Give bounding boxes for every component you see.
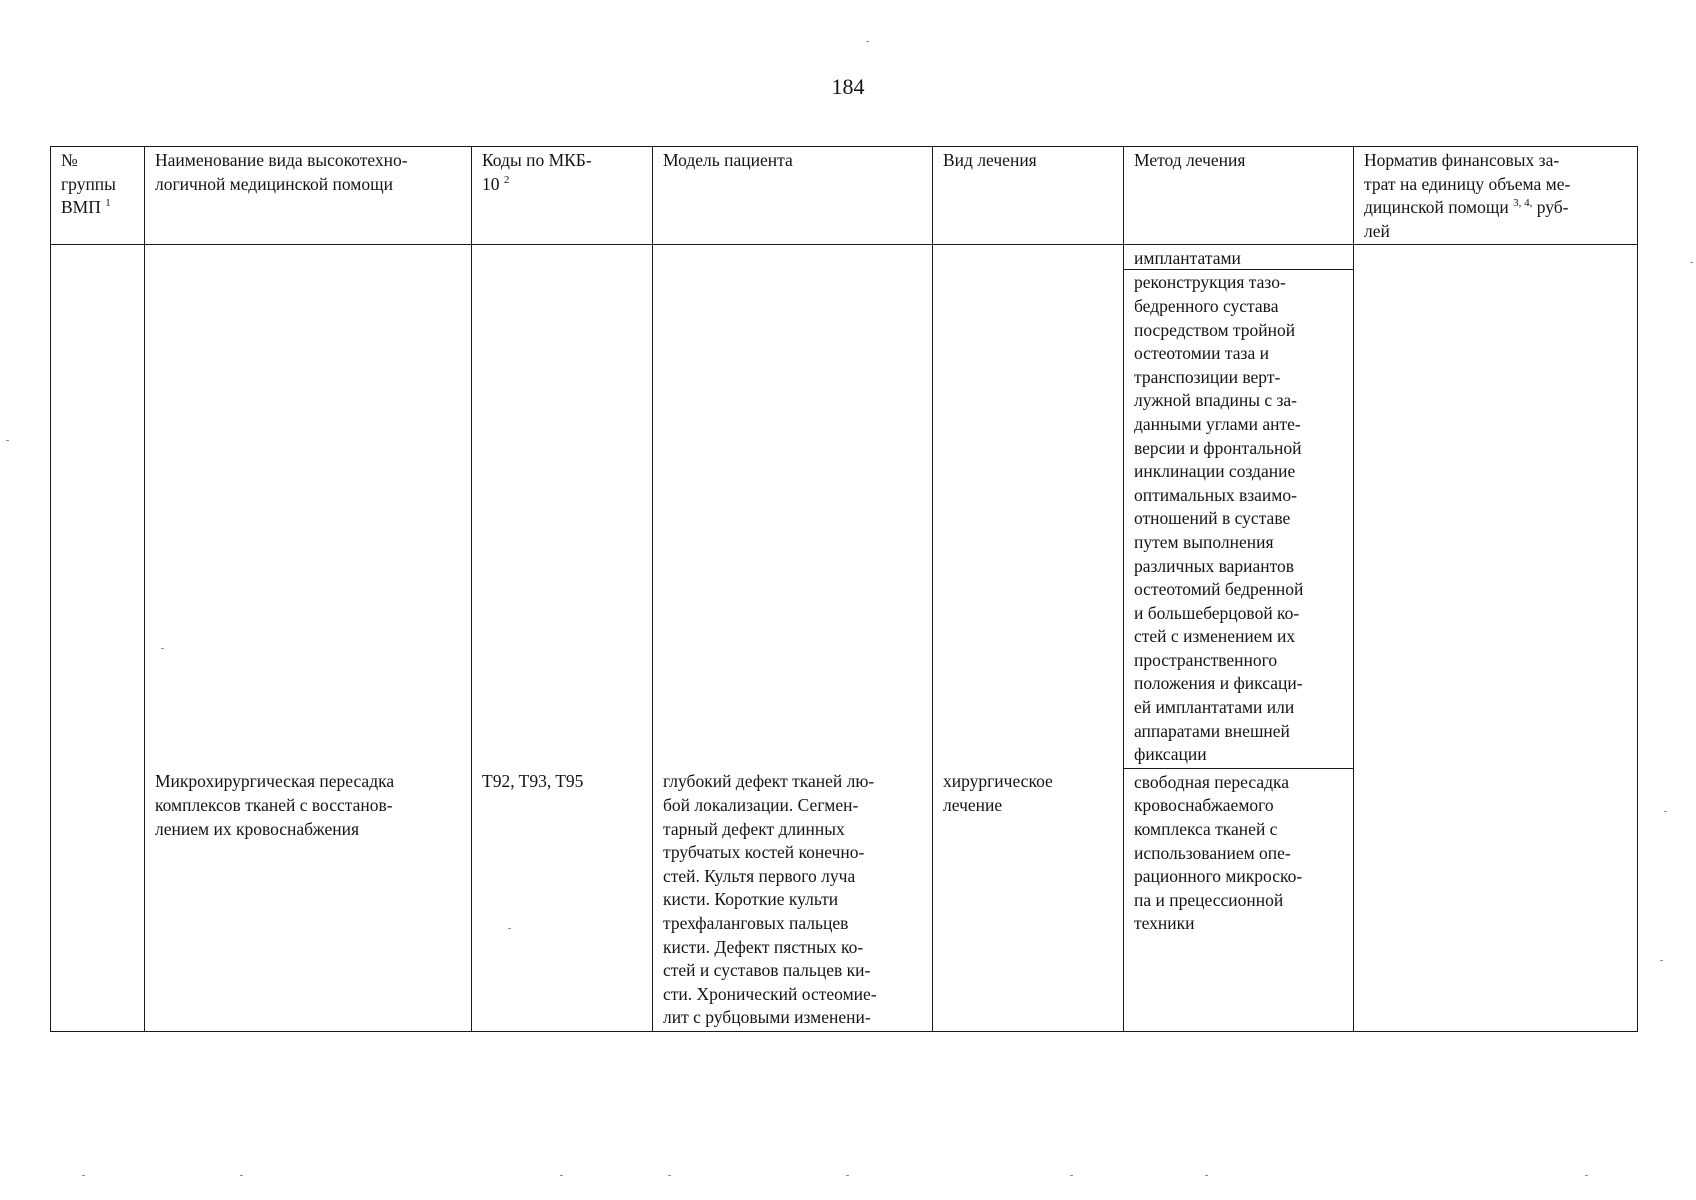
- header-treatment-type: Вид лечения: [933, 147, 1124, 245]
- scan-speck: [161, 648, 164, 649]
- cell-treatment-method: [1124, 245, 1354, 768]
- cell-care-type: [145, 245, 472, 768]
- header-cost-norm: Норматив финансовых за- трат на единицу объема ме- дицинской помощи $^{3, 4,}$ руб- лей: [1354, 147, 1638, 245]
- method-text: реконструкция тазо- бедренного сустава посредством тройной остеотомии таза и транспозиции верт- лужной впадины с за- данными углами анте- версии и фронтальной инклинации создание оптимальных взаимо- отношений в суставе путем выполнения различных вариантов остеотомий бедренной и большеберцовой ко- стей с изменением их пространственного положения и фиксаци- ей имплантатами или аппаратами внешней фиксации: [1134, 272, 1304, 765]
- header-icd-codes: Коды по МКБ- 10 $^2$: [472, 147, 653, 245]
- cell-cost-norm: [1354, 245, 1638, 1032]
- scan-speck: [1690, 262, 1693, 263]
- scan-speck: [82, 1175, 85, 1176]
- scan-speck: [1070, 1175, 1073, 1176]
- scan-speck: [668, 1175, 671, 1176]
- scan-speck: [1205, 1175, 1208, 1176]
- cell-treatment-type: [933, 245, 1124, 768]
- cell-treatment-type: хирургическое лечение: [933, 768, 1124, 1031]
- scan-speck: [866, 41, 869, 42]
- cell-care-type: Микрохирургическая пересадка комплексов тканей с восстанов- лением их кровоснабжения: [145, 768, 472, 1031]
- header-group-no: № группы ВМП $^1$: [51, 147, 145, 245]
- method-fragment: имплантатами: [1124, 245, 1353, 270]
- cell-patient-model: глубокий дефект тканей лю- бой локализации. Сегмен- тарный дефект длинных трубчатых костей конечно- стей. Культя первого луча кисти. Короткие культи трехфаланговых пальцев кисти. Дефект пястных ко- стей и суставов пальцев ки- сти. Хронический остеомие- лит с рубцовыми изменени-: [653, 768, 933, 1031]
- page-number: 184: [831, 74, 865, 99]
- cell-patient-model: [653, 245, 933, 768]
- header-treatment-method: Метод лечения: [1124, 147, 1354, 245]
- scan-speck: [1664, 811, 1667, 812]
- scan-speck: [1585, 1175, 1588, 1176]
- scan-speck: [508, 928, 511, 929]
- scan-speck: [240, 1175, 243, 1176]
- cell-group-no: [51, 245, 145, 1032]
- vmp-table: [50, 146, 1638, 1032]
- cell-treatment-method: свободная пересадка кровоснабжаемого комплекса тканей с использованием опе- рационного микроско- па и прецессионной техники: [1124, 768, 1354, 1031]
- cell-icd-codes: T92, T93, T95: [472, 768, 653, 1031]
- header-row: [51, 147, 1638, 245]
- header-patient-model: Модель пациента: [653, 147, 933, 245]
- scan-speck: [1660, 960, 1663, 961]
- cell-icd-codes: [472, 245, 653, 768]
- header-care-type: Наименование вида высокотехно- логичной медицинской помощи: [145, 147, 472, 245]
- scan-speck: [846, 1175, 849, 1176]
- scan-speck: [6, 440, 9, 441]
- table-row: [51, 245, 1638, 768]
- scan-speck: [560, 1175, 563, 1176]
